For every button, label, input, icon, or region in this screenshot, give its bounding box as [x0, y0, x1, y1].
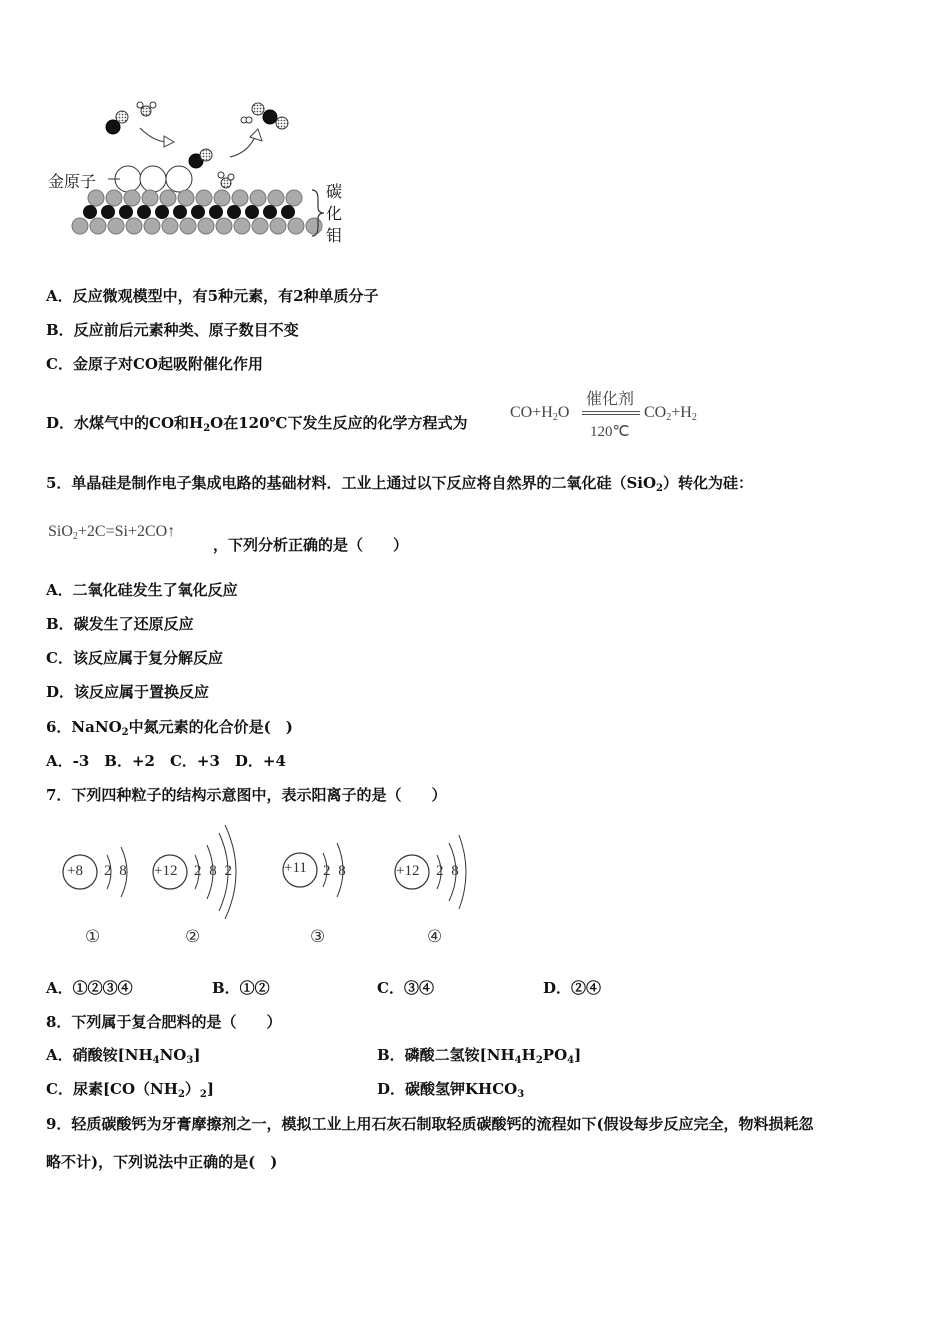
q7-option-c: C．③④: [377, 979, 434, 997]
hydrogen-atom: [246, 117, 252, 123]
oxygen-atom: [200, 149, 212, 161]
oxygen-atom: [252, 103, 264, 115]
atom-3-label: ③: [310, 927, 326, 946]
atom-4-shells: 2 8: [436, 863, 459, 879]
oxygen-atom: [276, 117, 288, 129]
oxygen-atom: [141, 106, 151, 116]
q4-d-text: O在120℃下发生反应的化学方程式为: [210, 414, 468, 432]
arrow-head-icon: [250, 129, 262, 141]
q5-equation: SiO$_2$+2C=Si+2CO↑: [48, 523, 176, 542]
gold-atom: [140, 166, 166, 192]
q9-stem-line1: 9．轻质碳酸钙为牙膏摩擦剂之一，模拟工业上用石灰石制取轻质碳酸钙的流程如下(假设每步反应完全，物料损耗忽: [46, 1115, 814, 1133]
atom-1-nucleus: +8: [67, 863, 83, 879]
atom-1-shells: 2 8: [104, 863, 127, 879]
gold-atom-label: 金原子: [48, 172, 97, 191]
eq-bar: [582, 414, 640, 415]
q7-option-d: D．②④: [543, 979, 602, 997]
eq-condition: 120℃: [590, 424, 630, 440]
hydrogen-atom: [218, 172, 224, 178]
q8-option-c: C．尿素$[CO(NH_2)_2]$: [46, 1080, 214, 1100]
atom-3-nucleus: +11: [284, 860, 307, 876]
subscript: 2: [121, 727, 129, 738]
eq-bar: [582, 411, 640, 412]
q9-stem-line2: 略不计)，下列说法中正确的是( ): [46, 1153, 278, 1171]
q5-option-d: D．该反应属于置换反应: [46, 683, 210, 701]
q4-option-c: C．金原子对CO起吸附催化作用: [46, 355, 263, 373]
atom-2-nucleus: +12: [154, 863, 178, 879]
arrow-head-icon: [164, 136, 174, 147]
oxygen-atom: [116, 111, 128, 123]
atom-4-nucleus: +12: [396, 863, 420, 879]
q4-option-a: A．反应微观模型中，有5种元素，有2种单质分子: [46, 287, 379, 305]
q5-stem-text: ）转化为硅：: [663, 474, 754, 492]
q7-option-b: B．①②: [212, 979, 270, 997]
atom-1-label: ①: [85, 927, 101, 946]
atom-2-shells: 2 8 2: [194, 863, 232, 879]
q6-stem: [46, 717, 293, 743]
hydrogen-atom: [150, 102, 156, 108]
q8-option-d: D．碳酸氢钾$KHCO_3$: [377, 1080, 525, 1100]
q5-stem-text: 5．单晶硅是制作电子集成电路的基础材料．工业上通过以下反应将自然界的二氧化硅（SiO: [46, 474, 657, 492]
q4-equation: [510, 386, 720, 446]
carbon-atom: [106, 120, 120, 134]
q6-stem-text: 中氮元素的化合价是( ): [128, 718, 293, 736]
q7-stem: 7．下列四种粒子的结构示意图中，表示阳离子的是（ ）: [46, 786, 447, 804]
mo-label-char: 碳: [326, 182, 343, 201]
q4-option-b: B．反应前后元素种类、原子数目不变: [46, 321, 299, 339]
atom-4-label: ④: [427, 927, 443, 946]
mo-carbide-lattice: [72, 190, 322, 234]
hydrogen-atom: [228, 174, 234, 180]
q5-stem: [46, 473, 753, 499]
q6-options: A．-3 B．+2 C．+3 D．+4: [46, 752, 286, 770]
eq-right: $CO_2+H_2$: [644, 404, 697, 423]
q4-d-text: D．水煤气中的CO和H: [46, 414, 204, 432]
mo-label-char: 钼: [326, 226, 343, 245]
q8-stem: 8．下列属于复合肥料的是（ ）: [46, 1013, 282, 1031]
catalyst-figure: [40, 95, 360, 255]
q4-option-d: [46, 413, 468, 439]
atom-2-label: ②: [185, 927, 201, 946]
q8-option-a: A．硝酸铵$[NH_4NO_3]$: [46, 1046, 201, 1066]
hydrogen-atom: [137, 102, 143, 108]
mo-label-char: 化: [326, 204, 343, 223]
atom-structure-diagrams: [55, 815, 495, 955]
eq-left: $CO+H_2O$: [510, 404, 570, 423]
q8-option-b: B．磷酸二氢铵$[NH_4H_2PO_4]$: [377, 1046, 582, 1066]
subscript: 2: [203, 423, 211, 434]
subscript: 2: [656, 483, 664, 494]
eq-catalyst: 催化剂: [586, 389, 635, 408]
q7-option-a: A．①②③④: [46, 979, 133, 997]
mo-carbide-label: [326, 181, 344, 247]
q6-stem-text: 6．NaNO: [46, 718, 122, 736]
q5-option-a: A．二氧化硅发生了氧化反应: [46, 581, 238, 599]
atom-3-shells: 2 8: [323, 863, 346, 879]
q5-stem-tail: ，下列分析正确的是（ ）: [213, 536, 409, 554]
gold-atom: [166, 166, 192, 192]
q5-option-b: B．碳发生了还原反应: [46, 615, 194, 633]
carbon-atom: [263, 110, 277, 124]
arrow-icon: [230, 135, 256, 157]
q5-option-c: C．该反应属于复分解反应: [46, 649, 223, 667]
